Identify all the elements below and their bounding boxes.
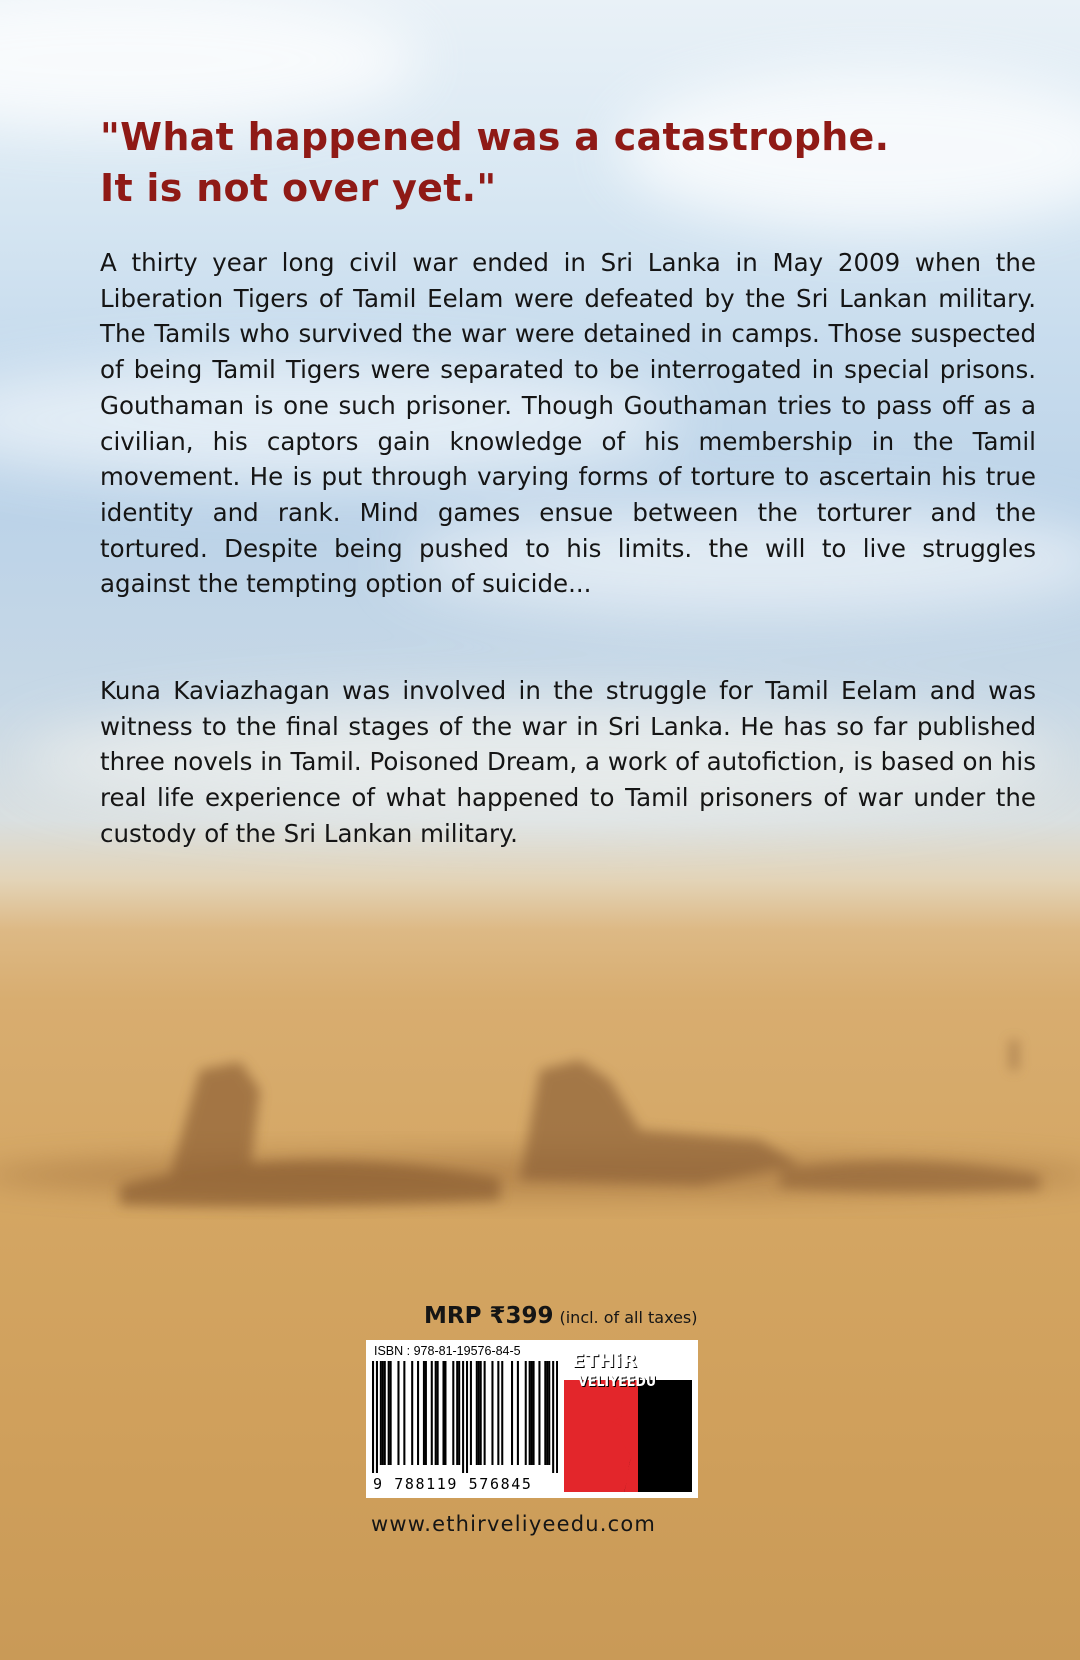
pull-quote-line-1: "What happened was a catastrophe.	[100, 115, 890, 159]
barcode-bar	[458, 1361, 460, 1465]
isbn-digits: 9 788119 576845	[373, 1475, 533, 1493]
price-value: MRP ₹399	[424, 1303, 554, 1329]
barcode-bar	[511, 1361, 513, 1465]
barcode-bar	[525, 1361, 527, 1465]
isbn-label: ISBN : 978-81-19576-84-5	[374, 1344, 521, 1358]
barcode-bar	[470, 1361, 472, 1465]
barcode-bar	[544, 1361, 546, 1465]
barcode-bar	[425, 1361, 427, 1465]
barcode-bar	[497, 1361, 499, 1465]
barcode-bar	[462, 1361, 464, 1473]
barcode-bar	[452, 1361, 454, 1465]
barcode-bar	[372, 1361, 374, 1473]
barcode-bar	[484, 1361, 486, 1465]
barcode-bar	[376, 1361, 378, 1473]
barcode-bar	[423, 1361, 425, 1465]
barcode-bar	[380, 1361, 382, 1465]
barcode-bar	[390, 1361, 392, 1465]
barcode-bar	[388, 1361, 390, 1465]
barcode-bar	[397, 1361, 399, 1465]
pull-quote	[100, 112, 1000, 214]
publisher-logo	[564, 1346, 692, 1492]
author-bio-paragraph: Kuna Kaviazhagan was involved in the struggle for Tamil Eelam and was witness to the final stages of the war in Sri Lanka. He has so far published three novels in Tamil. Poisoned Dream, a work of autofiction, is based on his real life experience of what happened to Tamil prisoners of war under the custody of the Sri Lankan military.	[100, 676, 1036, 848]
barcode-bar	[556, 1361, 558, 1473]
barcode-bar	[442, 1361, 444, 1465]
barcode-bar	[501, 1361, 503, 1465]
barcode-block	[366, 1340, 698, 1498]
barcode-bar	[466, 1361, 468, 1473]
barcode-bar	[478, 1361, 480, 1465]
publisher-logo-line-1: ETHiR	[572, 1350, 638, 1372]
barcode-bar	[437, 1361, 439, 1465]
pull-quote-line-2: It is not over yet."	[100, 166, 497, 210]
battle-scene-silhouette	[0, 1000, 1080, 1300]
barcode-bar	[456, 1361, 458, 1465]
barcode-bar	[476, 1361, 478, 1465]
barcode-bar	[382, 1361, 384, 1465]
barcode-bar	[411, 1361, 413, 1465]
barcode-bar	[431, 1361, 433, 1465]
barcode-bar	[548, 1361, 550, 1465]
barcode-bar	[384, 1361, 386, 1465]
publisher-logo-line-2: VELIYEEDU	[578, 1374, 657, 1390]
barcode-bar	[480, 1361, 482, 1465]
barcode-bar	[417, 1361, 419, 1465]
barcode-bar	[533, 1361, 535, 1465]
barcode-bar	[552, 1361, 554, 1473]
barcode-bar	[529, 1361, 531, 1465]
barcode-bar	[538, 1361, 540, 1465]
barcode-icon	[372, 1361, 558, 1473]
barcode-bar	[435, 1361, 437, 1465]
barcode-bar	[531, 1361, 533, 1465]
barcode-bar	[517, 1361, 519, 1465]
barcode-bar	[491, 1361, 493, 1465]
barcode-bar	[403, 1361, 405, 1465]
publisher-website: www.ethirveliyeedu.com	[371, 1512, 657, 1536]
barcode-bar	[444, 1361, 446, 1465]
price-label	[424, 1303, 698, 1329]
barcode-bar	[546, 1361, 548, 1465]
price-tax-note: (incl. of all taxes)	[559, 1308, 698, 1327]
synopsis-paragraph: A thirty year long civil war ended in Sri Lanka in May 2009 when the Liberation Tigers of Tamil Eelam were defeated by the Sri Lankan military. The Tamils who survived the war were detained in camps. Those suspected of being Tamil Tigers were separated to be interrogated in special prisons. Gouthaman is one such prisoner. Though Gouthaman tries to pass off as a civilian, his captors gain knowledge of his membership in the Tamil movement. He is put through varying forms of torture to ascertain his true identity and rank. Mind games ensue between the torturer and the tortured. Despite being pushed to his limits. the will to live struggles against the tempting option of suicide...	[100, 248, 1036, 599]
